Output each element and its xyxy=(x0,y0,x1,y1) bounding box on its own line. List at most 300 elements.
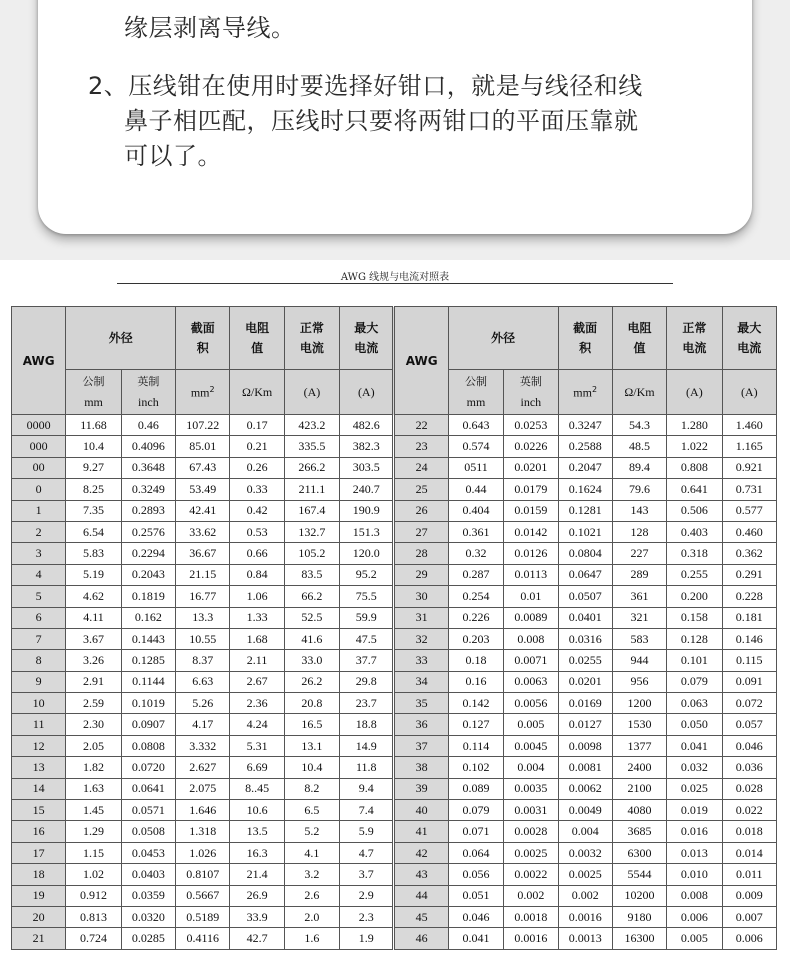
header-metric: 公制 mm xyxy=(66,370,121,415)
table-cell: 10200 xyxy=(612,885,666,906)
table-cell: 132.7 xyxy=(284,521,339,542)
awg-gauge-cell: 00 xyxy=(12,457,66,478)
table-cell: 0.006 xyxy=(722,928,776,949)
table-cell: 2.627 xyxy=(176,757,230,778)
table-cell: 2.9 xyxy=(340,885,394,906)
table-row xyxy=(12,436,777,457)
table-cell: 0.089 xyxy=(448,778,503,799)
header-area-right: 截面 积 xyxy=(558,307,612,370)
table-cell: 2.30 xyxy=(66,714,121,735)
table-cell: 0.574 xyxy=(448,436,503,457)
table-cell: 0.254 xyxy=(448,586,503,607)
table-cell: 0.018 xyxy=(722,821,776,842)
table-cell: 95.2 xyxy=(340,564,394,585)
table-cell: 240.7 xyxy=(340,479,394,500)
table-cell: 13.5 xyxy=(230,821,284,842)
table-cell: 54.3 xyxy=(612,415,666,436)
table-cell: 8.25 xyxy=(66,479,121,500)
table-cell: 0.091 xyxy=(722,671,776,692)
header-area: 截面 积 xyxy=(176,307,230,370)
awg-gauge-cell: 8 xyxy=(12,650,66,671)
table-cell: 0.0063 xyxy=(504,671,558,692)
table-cell: 0.0320 xyxy=(121,906,175,927)
table-cell: 0.046 xyxy=(448,906,503,927)
awg-gauge-cell: 27 xyxy=(394,521,448,542)
table-cell: 6.54 xyxy=(66,521,121,542)
header-area-unit-right: $mm^2$ xyxy=(558,370,612,415)
awg-gauge-cell: 22 xyxy=(394,415,448,436)
table-row xyxy=(12,906,777,927)
header-imperial-right: 英制 inch xyxy=(504,370,558,415)
table-cell: 0.1443 xyxy=(121,628,175,649)
table-cell: 0.002 xyxy=(504,885,558,906)
table-cell: 13.1 xyxy=(284,735,339,756)
table-cell: 0.008 xyxy=(504,628,558,649)
table-cell: 0.0013 xyxy=(558,928,612,949)
table-body xyxy=(12,415,777,950)
table-cell: 0.064 xyxy=(448,842,503,863)
table-cell: 0.0113 xyxy=(504,564,558,585)
table-cell: 0.228 xyxy=(722,586,776,607)
table-cell: 0.18 xyxy=(448,650,503,671)
table-cell: 0.0022 xyxy=(504,864,558,885)
table-cell: 1.026 xyxy=(176,842,230,863)
awg-gauge-cell: 35 xyxy=(394,693,448,714)
table-cell: 79.6 xyxy=(612,479,666,500)
table-cell: 0.577 xyxy=(722,500,776,521)
awg-gauge-cell: 41 xyxy=(394,821,448,842)
table-cell: 0.004 xyxy=(504,757,558,778)
table-cell: 0.203 xyxy=(448,628,503,649)
table-cell: 42.7 xyxy=(230,928,284,949)
table-cell: 361 xyxy=(612,586,666,607)
table-cell: 47.5 xyxy=(340,628,394,649)
header-max-unit: (A) xyxy=(340,370,394,415)
table-cell: 8.2 xyxy=(284,778,339,799)
table-cell: 20.8 xyxy=(284,693,339,714)
table-cell: 0.2047 xyxy=(558,457,612,478)
table-cell: 0.921 xyxy=(722,457,776,478)
awg-gauge-cell: 34 xyxy=(394,671,448,692)
table-cell: 0.009 xyxy=(722,885,776,906)
table-cell: 3.2 xyxy=(284,864,339,885)
table-cell: 0.0045 xyxy=(504,735,558,756)
table-cell: 6.69 xyxy=(230,757,284,778)
table-cell: 0.002 xyxy=(558,885,612,906)
table-cell: 0.063 xyxy=(667,693,722,714)
table-cell: 0.291 xyxy=(722,564,776,585)
table-cell: 26.9 xyxy=(230,885,284,906)
header-awg-right: AWG xyxy=(394,307,448,415)
table-cell: 0.0285 xyxy=(121,928,175,949)
awg-gauge-cell: 6 xyxy=(12,607,66,628)
awg-gauge-cell: 18 xyxy=(12,864,66,885)
table-cell: 0.019 xyxy=(667,800,722,821)
table-cell: 0.057 xyxy=(722,714,776,735)
table-cell: 0.056 xyxy=(448,864,503,885)
table-cell: 0.0316 xyxy=(558,628,612,649)
table-cell: 3.332 xyxy=(176,735,230,756)
header-resistance-right: 电阻 值 xyxy=(612,307,666,370)
table-cell: 0.724 xyxy=(66,928,121,949)
table-cell: 0.0508 xyxy=(121,821,175,842)
table-cell: 266.2 xyxy=(284,457,339,478)
table-cell: 2.6 xyxy=(284,885,339,906)
table-title: AWG 线规与电流对照表 xyxy=(340,272,450,283)
awg-gauge-cell: 12 xyxy=(12,735,66,756)
table-cell: 0.1019 xyxy=(121,693,175,714)
awg-gauge-cell: 26 xyxy=(394,500,448,521)
awg-gauge-cell: 40 xyxy=(394,800,448,821)
table-row xyxy=(12,842,777,863)
table-cell: 0.0028 xyxy=(504,821,558,842)
table-cell: 1.33 xyxy=(230,607,284,628)
table-cell: 9.27 xyxy=(66,457,121,478)
table-cell: 13.3 xyxy=(176,607,230,628)
header-imperial: 英制 inch xyxy=(121,370,175,415)
table-cell: 0.813 xyxy=(66,906,121,927)
table-cell: 0.0571 xyxy=(121,800,175,821)
table-cell: 0.17 xyxy=(230,415,284,436)
table-cell: 52.5 xyxy=(284,607,339,628)
table-cell: 0.0253 xyxy=(504,415,558,436)
awg-gauge-cell: 38 xyxy=(394,757,448,778)
table-cell: 48.5 xyxy=(612,436,666,457)
table-cell: 227 xyxy=(612,543,666,564)
awg-gauge-cell: 4 xyxy=(12,564,66,585)
table-cell: 0.011 xyxy=(722,864,776,885)
awg-gauge-cell: 30 xyxy=(394,586,448,607)
awg-gauge-cell: 20 xyxy=(12,906,66,927)
table-cell: 128 xyxy=(612,521,666,542)
header-max-current-right: 最大 电流 xyxy=(722,307,776,370)
table-cell: 0.3648 xyxy=(121,457,175,478)
table-cell: 0.0401 xyxy=(558,607,612,628)
table-cell: 0.2588 xyxy=(558,436,612,457)
awg-gauge-cell: 10 xyxy=(12,693,66,714)
table-cell: 0.3249 xyxy=(121,479,175,500)
table-cell: 2.05 xyxy=(66,735,121,756)
table-cell: 16.5 xyxy=(284,714,339,735)
table-cell: 0.0126 xyxy=(504,543,558,564)
table-cell: 0.013 xyxy=(667,842,722,863)
table-cell: 0.32 xyxy=(448,543,503,564)
table-row xyxy=(12,607,777,628)
table-cell: 944 xyxy=(612,650,666,671)
table-cell: 11.68 xyxy=(66,415,121,436)
table-row xyxy=(12,928,777,949)
table-cell: 1.165 xyxy=(722,436,776,457)
table-cell: 2.11 xyxy=(230,650,284,671)
table-cell: 0.404 xyxy=(448,500,503,521)
table-cell: 75.5 xyxy=(340,586,394,607)
table-cell: 10.6 xyxy=(230,800,284,821)
awg-gauge-cell: 19 xyxy=(12,885,66,906)
table-cell: 0.1624 xyxy=(558,479,612,500)
table-cell: 105.2 xyxy=(284,543,339,564)
table-row xyxy=(12,821,777,842)
table-cell: 1.29 xyxy=(66,821,121,842)
table-cell: 0.2576 xyxy=(121,521,175,542)
table-cell: 8.37 xyxy=(176,650,230,671)
table-cell: 0.84 xyxy=(230,564,284,585)
table-row xyxy=(12,757,777,778)
table-row xyxy=(12,885,777,906)
header-max-current: 最大 电流 xyxy=(340,307,394,370)
awg-gauge-cell: 28 xyxy=(394,543,448,564)
awg-gauge-cell: 9 xyxy=(12,671,66,692)
table-cell: 0.162 xyxy=(121,607,175,628)
table-cell: 120.0 xyxy=(340,543,394,564)
table-cell: 0.0804 xyxy=(558,543,612,564)
table-cell: 3.26 xyxy=(66,650,121,671)
table-cell: 36.67 xyxy=(176,543,230,564)
table-cell: 3.7 xyxy=(340,864,394,885)
table-cell: 3685 xyxy=(612,821,666,842)
table-cell: 0.102 xyxy=(448,757,503,778)
table-cell: 26.2 xyxy=(284,671,339,692)
header-awg: AWG xyxy=(12,307,66,415)
table-cell: 0.42 xyxy=(230,500,284,521)
table-cell: 0.128 xyxy=(667,628,722,649)
table-cell: 0.036 xyxy=(722,757,776,778)
table-cell: 5.2 xyxy=(284,821,339,842)
instruction-line-4: 可以了。 xyxy=(124,142,222,170)
table-row xyxy=(12,650,777,671)
awg-gauge-cell: 43 xyxy=(394,864,448,885)
table-cell: 0.007 xyxy=(722,906,776,927)
table-cell: 0.032 xyxy=(667,757,722,778)
table-cell: 190.9 xyxy=(340,500,394,521)
table-cell: 4.1 xyxy=(284,842,339,863)
table-cell: 0.0062 xyxy=(558,778,612,799)
table-cell: 4.7 xyxy=(340,842,394,863)
awg-gauge-cell: 21 xyxy=(12,928,66,949)
table-cell: 2.075 xyxy=(176,778,230,799)
table-cell: 2.3 xyxy=(340,906,394,927)
table-cell: 0.2893 xyxy=(121,500,175,521)
table-cell: 0.041 xyxy=(448,928,503,949)
table-cell: 0.643 xyxy=(448,415,503,436)
table-row xyxy=(12,521,777,542)
table-cell: 0.0025 xyxy=(558,864,612,885)
table-cell: 0.0641 xyxy=(121,778,175,799)
table-cell: 9180 xyxy=(612,906,666,927)
table-cell: 0.006 xyxy=(667,906,722,927)
table-cell: 0.005 xyxy=(667,928,722,949)
table-cell: 0.041 xyxy=(667,735,722,756)
table-cell: 5.83 xyxy=(66,543,121,564)
awg-gauge-cell: 15 xyxy=(12,800,66,821)
table-cell: 0.0179 xyxy=(504,479,558,500)
table-cell: 0.1281 xyxy=(558,500,612,521)
table-cell: 0.0016 xyxy=(558,906,612,927)
table-cell: 1.82 xyxy=(66,757,121,778)
awg-gauge-cell: 32 xyxy=(394,628,448,649)
table-cell: 6.5 xyxy=(284,800,339,821)
table-cell: 0.079 xyxy=(448,800,503,821)
awg-gauge-cell: 44 xyxy=(394,885,448,906)
awg-gauge-cell: 3 xyxy=(12,543,66,564)
awg-gauge-cell: 16 xyxy=(12,821,66,842)
table-cell: 0.028 xyxy=(722,778,776,799)
table-cell: 0.1144 xyxy=(121,671,175,692)
table-cell: 0.0720 xyxy=(121,757,175,778)
table-cell: 66.2 xyxy=(284,586,339,607)
table-cell: 482.6 xyxy=(340,415,394,436)
table-cell: 0.022 xyxy=(722,800,776,821)
table-cell: 0.226 xyxy=(448,607,503,628)
table-cell: 2100 xyxy=(612,778,666,799)
table-cell: 0.142 xyxy=(448,693,503,714)
awg-gauge-cell: 29 xyxy=(394,564,448,585)
table-cell: 0.016 xyxy=(667,821,722,842)
table-cell: 0.071 xyxy=(448,821,503,842)
table-cell: 0.8107 xyxy=(176,864,230,885)
instruction-line-1: 缘层剥离导线。 xyxy=(124,14,296,42)
table-cell: 33.9 xyxy=(230,906,284,927)
table-cell: 5544 xyxy=(612,864,666,885)
table-cell: 0.115 xyxy=(722,650,776,671)
table-cell: 0.010 xyxy=(667,864,722,885)
table-cell: 0.255 xyxy=(667,564,722,585)
table-row xyxy=(12,735,777,756)
table-cell: 41.6 xyxy=(284,628,339,649)
table-cell: 0.0127 xyxy=(558,714,612,735)
table-cell: 8..45 xyxy=(230,778,284,799)
table-row xyxy=(12,479,777,500)
table-cell: 0.0808 xyxy=(121,735,175,756)
table-cell: 0.44 xyxy=(448,479,503,500)
table-cell: 303.5 xyxy=(340,457,394,478)
table-cell: 0.4116 xyxy=(176,928,230,949)
table-cell: 2.36 xyxy=(230,693,284,714)
table-cell: 0.0169 xyxy=(558,693,612,714)
table-cell: 9.4 xyxy=(340,778,394,799)
table-cell: 0.0071 xyxy=(504,650,558,671)
table-cell: 3.67 xyxy=(66,628,121,649)
table-cell: 33.0 xyxy=(284,650,339,671)
table-row xyxy=(12,693,777,714)
table-cell: 4.62 xyxy=(66,586,121,607)
table-cell: 0.66 xyxy=(230,543,284,564)
table-cell: 0511 xyxy=(448,457,503,478)
table-cell: 5.31 xyxy=(230,735,284,756)
table-row xyxy=(12,864,777,885)
table-row xyxy=(12,564,777,585)
table-cell: 0.014 xyxy=(722,842,776,863)
table-cell: 0.641 xyxy=(667,479,722,500)
awg-gauge-cell: 14 xyxy=(12,778,66,799)
awg-gauge-cell: 5 xyxy=(12,586,66,607)
table-cell: 167.4 xyxy=(284,500,339,521)
table-cell: 0.0226 xyxy=(504,436,558,457)
table-cell: 0.0018 xyxy=(504,906,558,927)
table-cell: 0.46 xyxy=(121,415,175,436)
table-cell: 0.158 xyxy=(667,607,722,628)
table-cell: 0.0159 xyxy=(504,500,558,521)
table-cell: 0.5189 xyxy=(176,906,230,927)
awg-gauge-cell: 7 xyxy=(12,628,66,649)
table-cell: 83.5 xyxy=(284,564,339,585)
awg-gauge-cell: 17 xyxy=(12,842,66,863)
table-cell: 16.3 xyxy=(230,842,284,863)
awg-gauge-cell: 31 xyxy=(394,607,448,628)
table-cell: 0.050 xyxy=(667,714,722,735)
table-cell: 0.101 xyxy=(667,650,722,671)
table-cell: 289 xyxy=(612,564,666,585)
table-cell: 1530 xyxy=(612,714,666,735)
table-cell: 5.19 xyxy=(66,564,121,585)
table-cell: 0.072 xyxy=(722,693,776,714)
table-cell: 0.318 xyxy=(667,543,722,564)
awg-gauge-cell: 37 xyxy=(394,735,448,756)
table-cell: 1.646 xyxy=(176,800,230,821)
table-cell: 0.362 xyxy=(722,543,776,564)
table-cell: 0.33 xyxy=(230,479,284,500)
table-cell: 0.21 xyxy=(230,436,284,457)
table-cell: 0.287 xyxy=(448,564,503,585)
table-cell: 21.4 xyxy=(230,864,284,885)
table-cell: 0.0507 xyxy=(558,586,612,607)
table-cell: 956 xyxy=(612,671,666,692)
header-res-unit-right: Ω/Km xyxy=(612,370,666,415)
awg-table xyxy=(11,306,777,950)
table-cell: 0.181 xyxy=(722,607,776,628)
table-cell: 0.16 xyxy=(448,671,503,692)
table-cell: 33.62 xyxy=(176,521,230,542)
table-cell: 0.01 xyxy=(504,586,558,607)
table-cell: 0.0647 xyxy=(558,564,612,585)
table-cell: 583 xyxy=(612,628,666,649)
table-cell: 0.3247 xyxy=(558,415,612,436)
table-cell: 67.43 xyxy=(176,457,230,478)
table-cell: 0.808 xyxy=(667,457,722,478)
table-cell: 53.49 xyxy=(176,479,230,500)
awg-gauge-cell: 2 xyxy=(12,521,66,542)
table-cell: 321 xyxy=(612,607,666,628)
table-cell: 4.17 xyxy=(176,714,230,735)
table-cell: 6.63 xyxy=(176,671,230,692)
table-cell: 143 xyxy=(612,500,666,521)
table-cell: 1.318 xyxy=(176,821,230,842)
table-cell: 151.3 xyxy=(340,521,394,542)
table-cell: 10.4 xyxy=(66,436,121,457)
table-cell: 0.046 xyxy=(722,735,776,756)
table-cell: 0.0056 xyxy=(504,693,558,714)
table-cell: 0.0032 xyxy=(558,842,612,863)
table-cell: 0.4096 xyxy=(121,436,175,457)
table-cell: 1.45 xyxy=(66,800,121,821)
table-cell: 0.0089 xyxy=(504,607,558,628)
awg-gauge-cell: 000 xyxy=(12,436,66,457)
table-cell: 0.1285 xyxy=(121,650,175,671)
table-cell: 335.5 xyxy=(284,436,339,457)
awg-gauge-cell: 11 xyxy=(12,714,66,735)
table-cell: 42.41 xyxy=(176,500,230,521)
header-normal-unit: (A) xyxy=(284,370,339,415)
table-cell: 0.403 xyxy=(667,521,722,542)
table-cell: 1.15 xyxy=(66,842,121,863)
awg-gauge-cell: 39 xyxy=(394,778,448,799)
table-cell: 0.146 xyxy=(722,628,776,649)
table-cell: 10.55 xyxy=(176,628,230,649)
table-cell: 0.1819 xyxy=(121,586,175,607)
table-cell: 11.8 xyxy=(340,757,394,778)
table-cell: 423.2 xyxy=(284,415,339,436)
table-cell: 59.9 xyxy=(340,607,394,628)
table-cell: 0.0255 xyxy=(558,650,612,671)
